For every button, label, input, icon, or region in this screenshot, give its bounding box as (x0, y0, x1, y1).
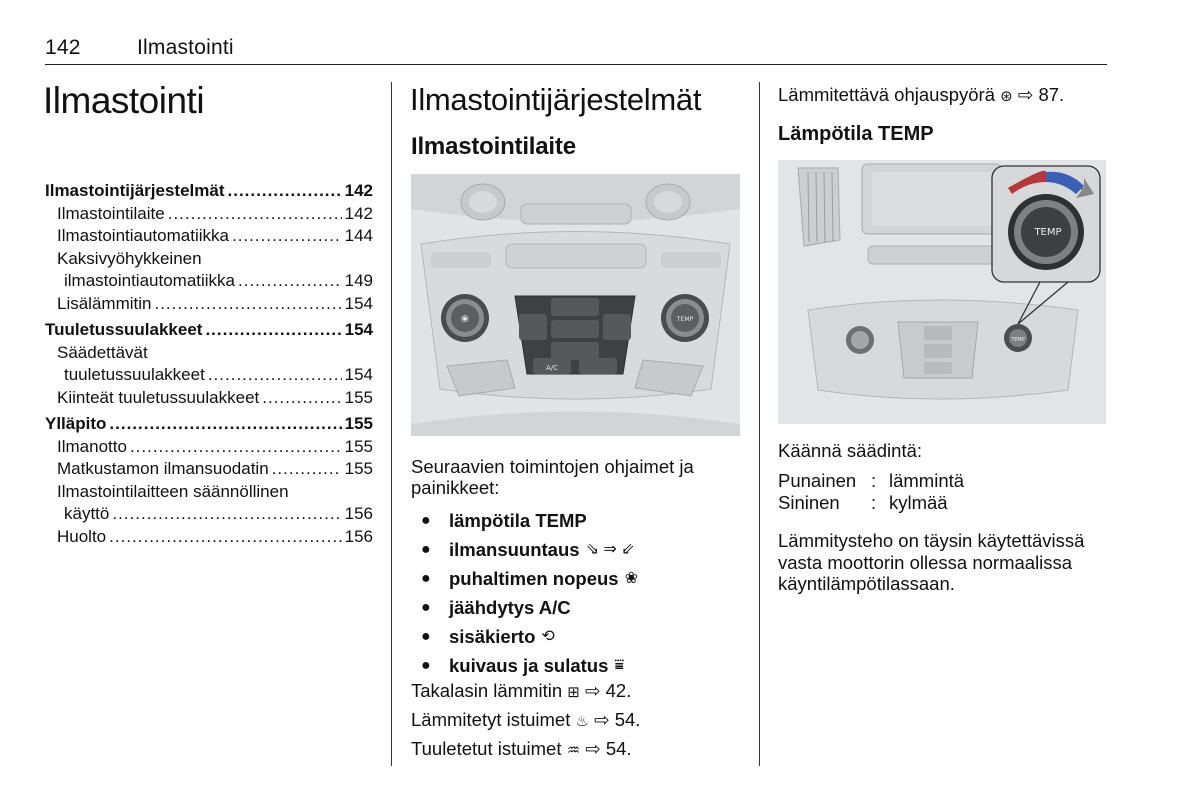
color-meaning: kylmää (889, 492, 948, 513)
toc-page-number: 154 (344, 293, 373, 313)
fig2-small-temp-label: TEMP (1011, 337, 1025, 343)
toc-page-number: 155 (344, 459, 373, 478)
ref-text: Lämmitetyt istuimet (411, 709, 571, 730)
toc-entry-text: käyttö (64, 504, 110, 523)
toc-entry-text: Kaksivyöhykkeinen (57, 248, 202, 268)
ref-page: ⇨ 54. (585, 738, 632, 759)
feature-list-item (411, 564, 741, 593)
toc-leader-dots (238, 270, 342, 293)
toc-entry-text: tuuletussuulakkeet (64, 365, 205, 384)
toc-entry (45, 225, 373, 248)
toc-page-number: 155 (344, 414, 373, 433)
toc-page-number: 156 (344, 504, 373, 523)
cross-reference (411, 709, 741, 738)
toc-entry (45, 342, 373, 365)
steering-wheel-heat-icon: ⊛ (1000, 88, 1013, 105)
toc-entry-text: Matkustamon ilmansuodatin (57, 459, 269, 478)
toc-leader-dots (168, 203, 342, 226)
color-legend-row (778, 492, 964, 514)
ref-text: Tuuletetut istuimet (411, 738, 562, 759)
feature-label: ilmansuuntaus (449, 538, 580, 560)
toc-page-number: 142 (344, 181, 373, 200)
climate-control-panel-figure (411, 174, 740, 436)
toc-entry-text: Tuuletussuulakkeet (45, 320, 203, 339)
fig1-ac-label: A/C (545, 364, 559, 372)
toc-entry-text: ilmastointiautomatiikka (64, 271, 236, 290)
feature-label: puhaltimen nopeus (449, 567, 619, 589)
toc-entry-text: Ylläpito (45, 414, 107, 433)
feature-symbol-icon: ⩸ (614, 656, 625, 674)
feature-label: sisäkierto (449, 625, 536, 647)
toc-page-number: 154 (344, 365, 373, 384)
table-of-contents (45, 180, 373, 548)
toc-leader-dots (228, 180, 342, 203)
feature-list-item (411, 506, 741, 535)
ref-icon: ⊞ (567, 684, 580, 701)
toc-entry-text: Säädettävät (57, 342, 148, 362)
toc-entry-text: Lisälämmitin (57, 293, 152, 313)
running-header (45, 36, 234, 60)
toc-entry-text: Ilmastointilaite (57, 203, 165, 223)
column-divider-right (759, 82, 760, 766)
fan-knob (441, 294, 489, 342)
toc-entry-text: Kiinteät tuuletussuulakkeet (57, 387, 260, 407)
ref-icon: ♒ (566, 742, 581, 759)
ref-page: ⇨ 54. (594, 709, 641, 730)
toc-entry (45, 503, 373, 526)
toc-entry (45, 203, 373, 226)
column-divider-left (391, 82, 392, 766)
cross-reference (411, 680, 741, 709)
toc-entry (45, 481, 373, 504)
toc-leader-dots (112, 503, 341, 526)
toc-page-number: 156 (344, 526, 373, 546)
toc-leader-dots (272, 458, 342, 481)
bullet-dot: ● (421, 540, 431, 558)
color-meaning: lämmintä (889, 470, 965, 491)
toc-entry-text: Ilmanotto (57, 436, 127, 456)
temp-knob (661, 294, 709, 342)
toc-entry-text: Ilmastointijärjestelmät (45, 181, 225, 200)
steering-ref-page: ⇨ 87. (1017, 84, 1065, 105)
toc-leader-dots (232, 225, 342, 248)
toc-page-number: 144 (344, 226, 373, 245)
turn-knob-instruction: Käännä säädintä: (778, 440, 923, 461)
toc-leader-dots (109, 413, 341, 436)
toc-page-number: 155 (344, 436, 373, 456)
feature-list-item (411, 651, 741, 680)
feature-list-item (411, 535, 741, 564)
intro-text: Seuraavien toimintojen ohjaimet ja painikkeet: (411, 456, 694, 498)
feature-label: lämpötila TEMP (449, 509, 587, 531)
feature-list (411, 506, 741, 680)
bullet-dot: ● (421, 598, 431, 616)
toc-entry (45, 248, 373, 271)
header-rule (45, 64, 1107, 65)
color-name: Sininen (778, 492, 840, 513)
toc-heading (45, 319, 373, 342)
color-legend-row (778, 470, 964, 492)
steering-ref-text: Lämmitettävä ohjauspyörä (778, 84, 995, 105)
subsection-title: Ilmastointilaite (411, 133, 576, 160)
section-title: Ilmastointijärjestelmät (410, 82, 702, 117)
feature-symbol-icon: ⟲ (541, 627, 555, 645)
toc-page-number: 149 (344, 271, 373, 290)
ref-page: ⇨ 42. (585, 680, 632, 701)
toc-entry (45, 526, 373, 549)
toc-leader-dots (262, 387, 341, 410)
feature-list-item (411, 593, 741, 622)
toc-entry-text: Ilmastointiautomatiikka (57, 226, 229, 245)
color-separator: : (871, 470, 877, 491)
temp-heading: Lämpötila TEMP (778, 123, 934, 145)
toc-leader-dots (154, 293, 341, 316)
feature-list-item (411, 622, 741, 651)
toc-entry-text: Ilmastointilaitteen säännöllinen (57, 481, 289, 501)
running-title: Ilmastointi (137, 36, 234, 59)
color-legend (778, 470, 964, 514)
ref-text: Takalasin lämmitin (411, 680, 563, 701)
feature-symbol-icon: ⇘ ⇒ ⇙ (585, 540, 635, 558)
page-number: 142 (45, 36, 81, 59)
feature-symbol-icon: ❀ (624, 569, 638, 587)
color-separator: : (871, 492, 877, 513)
heating-note: Lämmitysteho on täysin käytettävissä vasta moottorin ollessa normaalissa käyntilämpötilassaan. (778, 530, 1085, 594)
heated-steering-wheel-ref (778, 84, 1064, 106)
toc-page-number: 142 (344, 203, 373, 223)
fig1-temp-label: TEMP (676, 316, 694, 323)
bullet-dot: ● (421, 569, 431, 587)
toc-entry (45, 364, 373, 387)
fig2-temp-label: TEMP (1034, 227, 1062, 238)
temp-knob-figure (778, 160, 1106, 424)
chapter-title: Ilmastointi (43, 80, 205, 121)
bullet-dot: ● (421, 511, 431, 529)
bullet-dot: ● (421, 656, 431, 674)
toc-entry (45, 293, 373, 316)
toc-page-number: 155 (344, 387, 373, 407)
ref-icon: ♨ (575, 713, 589, 730)
toc-leader-dots (205, 319, 341, 342)
feature-label: jäähdytys A/C (449, 596, 571, 618)
toc-entry-text: Huolto (57, 526, 107, 546)
cross-references (411, 680, 741, 767)
toc-entry (45, 270, 373, 293)
toc-leader-dots (130, 436, 342, 459)
toc-heading (45, 180, 373, 203)
toc-leader-dots (208, 364, 342, 387)
toc-heading (45, 413, 373, 436)
feature-label: kuivaus ja sulatus (449, 654, 609, 676)
svg-text:❀: ❀ (460, 314, 470, 325)
toc-entry (45, 436, 373, 459)
toc-page-number: 154 (344, 320, 373, 339)
bullet-dot: ● (421, 627, 431, 645)
color-name: Punainen (778, 470, 857, 491)
toc-entry (45, 458, 373, 481)
cross-reference (411, 738, 741, 767)
toc-entry (45, 387, 373, 410)
toc-leader-dots (109, 526, 341, 549)
